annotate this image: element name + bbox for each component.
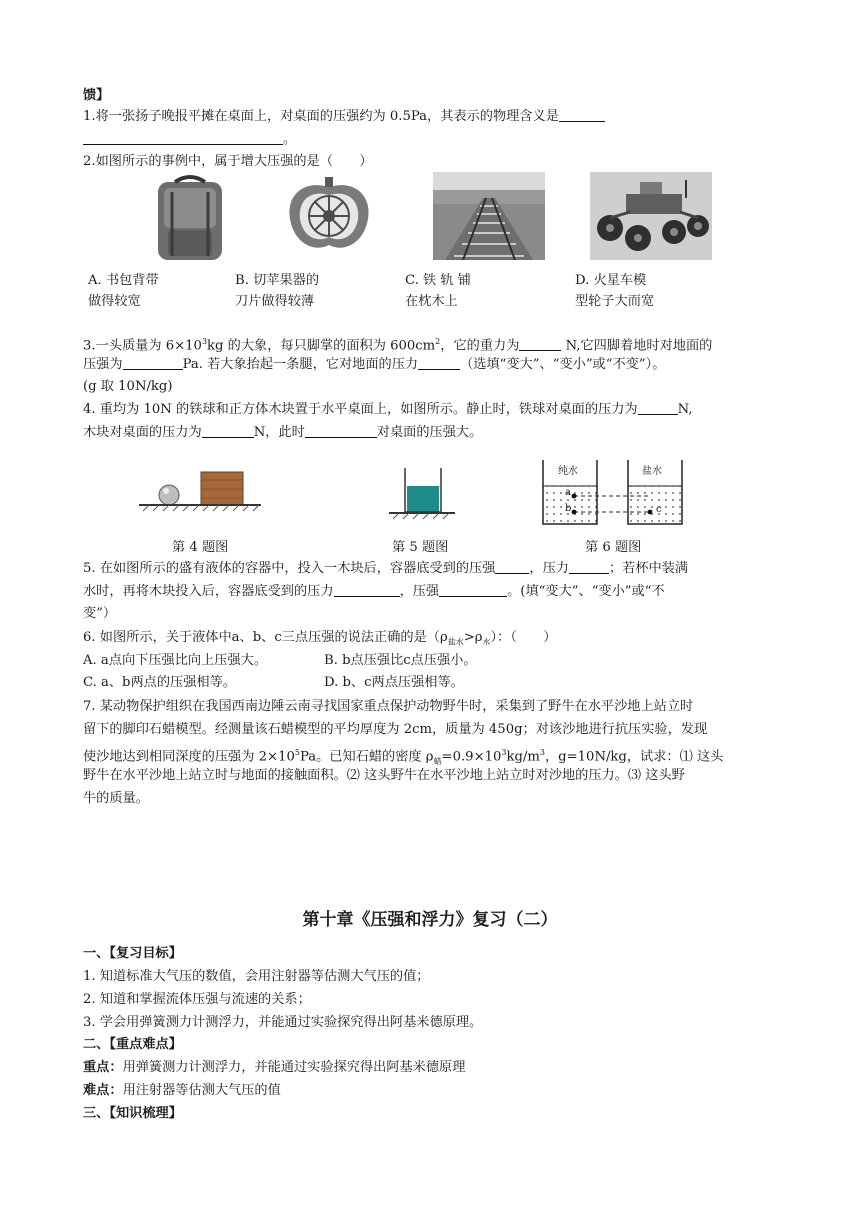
backpack-icon <box>150 172 230 262</box>
chapter-title: 第十章《压强和浮力》复习（二） <box>302 910 558 930</box>
review-goal-item: 3. 学会用弹簧测力计测浮力，并能通过实验探究得出阿基米德原理。 <box>83 1015 483 1030</box>
answer-blank[interactable] <box>305 423 377 438</box>
point-b-label: b <box>565 503 572 514</box>
option-a: A. a点向下压强比向上压强大。 <box>83 653 268 668</box>
figure-4-caption: 第 4 题图 <box>172 540 229 555</box>
answer-blank[interactable] <box>495 559 529 574</box>
option-b: B. 切苹果器的 刀片做得较薄 <box>235 273 320 309</box>
key-point-line: 重点：用弹簧测力计测浮力，并能通过实验探究得出阿基米德原理 <box>83 1060 466 1075</box>
apple-slicer-icon <box>284 175 374 255</box>
question-2: 2.如图所示的事例中，属于增大压强的是（ ） <box>83 154 373 169</box>
mars-rover-icon <box>590 172 712 260</box>
salt-water-label: 盐水 <box>642 466 662 477</box>
review-goal-item: 2. 知道和掌握流体压强与流速的关系； <box>83 992 311 1007</box>
question-5-line2: 水时，再将木块投入后，容器底受到的压力 ，压强 。(填“变大”、“变小”或“不 <box>83 584 665 599</box>
answer-blank[interactable] <box>418 355 460 370</box>
question-7-line3: 使沙地达到相同深度的压强为 $2\times 10^5Pa$。已知石蜡的密度 $\rho_蜡=0.9\times 10^3kg/m^3$，g=10N/kg，试求：⑴ 这头 <box>83 748 724 767</box>
answer-blank[interactable] <box>559 107 605 122</box>
option-d: D. b、c两点压强相等。 <box>324 675 464 690</box>
section-heading-review-goals: 一、【复习目标】 <box>83 946 182 961</box>
railway-track-icon <box>433 172 545 260</box>
option-c: C. a、b两点的压强相等。 <box>83 675 236 690</box>
option-a: A. 书包背带 做得较宽 <box>88 273 159 309</box>
section-heading-knowledge-review: 三、【知识梳理】 <box>83 1106 182 1121</box>
question-6-options-row1 <box>83 651 477 671</box>
question-4-line2: 木块对桌面的压力为 N，此时 对桌面的压强大。 <box>83 425 483 440</box>
question-4: 4. 重均为 10N 的铁球和正方体木块置于水平桌面上，如图所示。静止时，铁球对桌面的压力为 N, <box>83 402 693 417</box>
question-3: 3.一头质量为 $6\times 10^3kg$ 的大象，每只脚掌的面积为 $600cm^2$，它的重力为 N,它四脚着地时对地面的 <box>83 337 713 354</box>
top-heading-fragment: 馈】 <box>83 88 110 103</box>
two-beakers-figure <box>538 456 688 528</box>
answer-blank[interactable] <box>569 559 609 574</box>
answer-blank[interactable] <box>439 582 507 597</box>
question-3-line3: (g 取 10N/kg) <box>83 379 173 394</box>
beaker-figure <box>387 462 457 520</box>
question-6-options-row2 <box>83 673 464 693</box>
section-heading-key-points: 二、【重点难点】 <box>83 1037 182 1052</box>
figure-5-caption: 第 5 题图 <box>392 540 449 555</box>
point-c-label: c <box>656 504 662 515</box>
figure-6-caption: 第 6 题图 <box>585 540 642 555</box>
difficult-point-line: 难点：用注射器等估测大气压的值 <box>83 1083 281 1098</box>
option-d: D. 火星车模 型轮子大而宽 <box>575 273 655 309</box>
answer-blank[interactable] <box>202 423 254 438</box>
answer-blank[interactable] <box>519 336 561 351</box>
question-7-line5: 牛的质量。 <box>83 791 149 806</box>
option-b: B. b点压强比c点压强小。 <box>324 653 477 668</box>
question-6: 6. 如图所示，关于液体中a、b、c三点压强的说法正确的是$(\rho_{盐水}>\rho_水)$：（ ） <box>83 630 557 647</box>
question-7-line2: 留下的脚印石蜡模型。经测量该石蜡模型的平均厚度为 2cm，质量为 450g；对该沙地进行抗压实验，发现 <box>83 722 708 737</box>
review-goal-item: 1. 知道标准大气压的数值，会用注射器等估测大气压的值； <box>83 969 430 984</box>
ball-and-block-figure <box>135 462 265 512</box>
question-3-line2: 压强为 Pa. 若大象抬起一条腿，它对地面的压力 （选填“变大”、“变小”或“不变”）。 <box>83 357 666 372</box>
option-c: C. 铁 轨 铺 在枕木上 <box>405 273 471 309</box>
answer-blank[interactable] <box>638 400 678 415</box>
question-1: 1.将一张扬子晚报平摊在桌面上，对桌面的压强约为 0.5Pa，其表示的物理含义是 <box>83 107 605 127</box>
question-1-line2: 。 <box>83 130 296 150</box>
question-7: 7. 某动物保护组织在我国西南边陲云南寻找国家重点保护动物野牛时，采集到了野牛在水平沙地上站立时 <box>83 699 694 714</box>
point-a-label: a <box>565 487 571 498</box>
question-7-line4: 野牛在水平沙地上站立时与地面的接触面积。⑵ 这头野牛在水平沙地上站立时对沙地的压力。⑶ 这头野 <box>83 768 685 783</box>
answer-blank[interactable] <box>83 130 283 145</box>
answer-blank[interactable] <box>334 582 400 597</box>
question-5: 5. 在如图所示的盛有液体的容器中，投入一木块后，容器底受到的压强 ，压力 ；若杯中装满 <box>83 561 689 576</box>
pure-water-label: 纯水 <box>558 466 578 477</box>
answer-blank[interactable] <box>123 355 183 370</box>
question-5-line3: 变”） <box>83 606 117 621</box>
